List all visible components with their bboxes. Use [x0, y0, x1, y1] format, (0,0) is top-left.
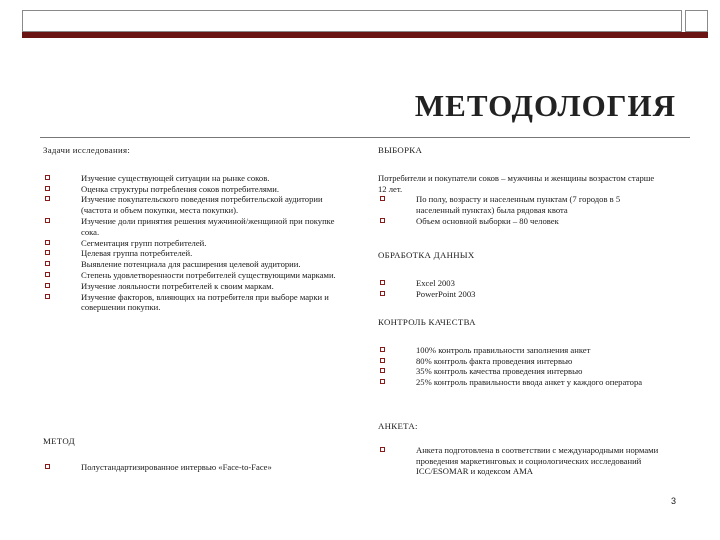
- list-item: 25% контроль правильности ввода анкет у каждого оператора: [378, 377, 660, 388]
- decor-box: [22, 10, 682, 32]
- sample-list: [378, 194, 660, 226]
- quality-list: [378, 345, 660, 388]
- method-section: [43, 436, 343, 473]
- bullet-icon: [45, 272, 50, 277]
- list-item: Изучение лояльности потребителей к своим маркам.: [43, 281, 343, 292]
- list-item: 80% контроль факта проведения интервью: [378, 356, 660, 367]
- bullet-icon: [45, 294, 50, 299]
- sample-section: [378, 145, 660, 227]
- list-item: Полустандартизированное интервью «Face-to-Face»: [43, 462, 343, 473]
- bullet-icon: [45, 464, 50, 469]
- list-item: Выявление потенциала для расширения целевой аудитории.: [43, 259, 343, 270]
- bullet-icon: [380, 218, 385, 223]
- bullet-icon: [380, 291, 385, 296]
- bullet-icon: [380, 358, 385, 363]
- processing-heading: ОБРАБОТКА ДАННЫХ: [378, 250, 475, 260]
- questionnaire-section: [378, 421, 660, 477]
- list-item: Изучение покупательского поведения потребительской аудитории (частота и объем покупки, места покупки).: [43, 194, 343, 216]
- tasks-heading: Задачи исследования:: [43, 145, 131, 155]
- questionnaire-list: [378, 445, 660, 477]
- bullet-icon: [45, 283, 50, 288]
- bullet-icon: [45, 240, 50, 245]
- list-item: Целевая группа потребителей.: [43, 248, 343, 259]
- sample-heading: ВЫБОРКА: [378, 145, 423, 155]
- bullet-icon: [45, 218, 50, 223]
- processing-list: [378, 278, 660, 300]
- list-item: Оценка структуры потребления соков потребителями.: [43, 184, 343, 195]
- sample-description: Потребители и покупатели соков – мужчины и женщины возрастом старше 12 лет.: [378, 172, 655, 194]
- list-item: Сегментация групп потребителей.: [43, 238, 343, 249]
- title-divider: [40, 137, 690, 138]
- questionnaire-heading: АНКЕТА:: [378, 421, 418, 431]
- bullet-icon: [380, 368, 385, 373]
- decor-box-small: [685, 10, 708, 32]
- quality-section: [378, 317, 660, 388]
- bullet-icon: [45, 175, 50, 180]
- list-item: Объем основной выборки – 80 человек: [378, 216, 660, 227]
- bullet-icon: [380, 280, 385, 285]
- bullet-icon: [380, 447, 385, 452]
- list-item: 35% контроль качества проведения интервью: [378, 366, 660, 377]
- bullet-icon: [380, 379, 385, 384]
- list-item: Изучение факторов, влияющих на потребителя при выборе марки и совершении покупки.: [43, 292, 343, 314]
- bullet-icon: [45, 250, 50, 255]
- list-item: Excel 2003: [378, 278, 660, 289]
- list-item: Анкета подготовлена в соответствии с международными нормами проведения маркетинговых и социологических исследований ICC/ESOMAR и кодексом AMA: [378, 445, 660, 477]
- decor-bar: [22, 32, 708, 38]
- list-item: Изучение существующей ситуации на рынке соков.: [43, 173, 343, 184]
- top-decoration: [22, 10, 708, 40]
- tasks-list: [43, 173, 343, 313]
- bullet-icon: [380, 347, 385, 352]
- list-item: По полу, возрасту и населенным пунктам (7 городов в 5 населенный пунктах) была рядовая квота: [378, 194, 660, 216]
- list-item: PowerPoint 2003: [378, 289, 660, 300]
- bullet-icon: [45, 261, 50, 266]
- list-item: 100% контроль правильности заполнения анкет: [378, 345, 660, 356]
- page-title: МЕТОДОЛОГИЯ: [414, 88, 676, 123]
- page-number: 3: [670, 496, 676, 506]
- tasks-section: [43, 145, 343, 313]
- method-heading: МЕТОД: [43, 436, 75, 446]
- bullet-icon: [380, 196, 385, 201]
- list-item: Степень удовлетворенности потребителей существующими марками.: [43, 270, 343, 281]
- processing-section: [378, 250, 660, 299]
- bullet-icon: [45, 196, 50, 201]
- list-item: Изучение доли принятия решения мужчиной/женщиной при покупке сока.: [43, 216, 343, 238]
- method-list: [43, 462, 343, 473]
- quality-heading: КОНТРОЛЬ КАЧЕСТВА: [378, 317, 476, 327]
- bullet-icon: [45, 186, 50, 191]
